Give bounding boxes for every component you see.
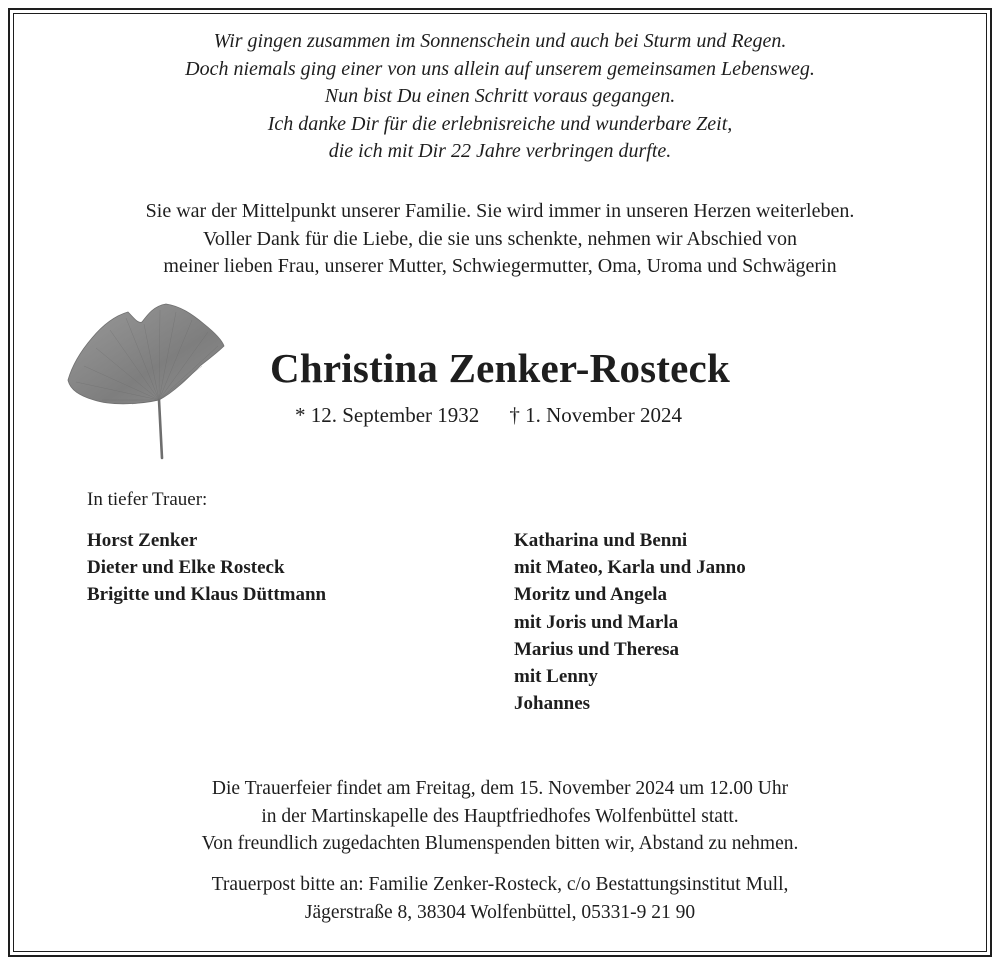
intro-text <box>0 198 1000 281</box>
poem-line: Nun bist Du einen Schritt voraus gegangen. <box>324 85 676 107</box>
mourners-right-column <box>514 527 746 717</box>
mourner-name: Marius und Theresa <box>514 638 680 660</box>
mourner-name: Johannes <box>514 693 591 715</box>
poem <box>0 28 1000 166</box>
mourner-name: mit Lenny <box>514 666 598 688</box>
funeral-line: in der Martinskapelle des Hauptfriedhofes Wolfenbüttel statt. <box>261 805 739 827</box>
poem-line: Doch niemals ging einer von uns allein auf unserem gemeinsamen Lebensweg. <box>185 57 815 80</box>
intro-line: meiner lieben Frau, unserer Mutter, Schwiegermutter, Oma, Uroma und Schwägerin <box>163 255 837 277</box>
mourners-left-column <box>87 527 326 609</box>
mourner-name: Brigitte und Klaus Düttmann <box>87 584 327 606</box>
poem-line: die ich mit Dir 22 Jahre verbringen durfte. <box>328 140 672 162</box>
mourning-label: In tiefer Trauer: <box>87 489 208 510</box>
poem-line: Ich danke Dir für die erlebnisreiche und wunderbare Zeit, <box>267 112 733 135</box>
address-line: Jägerstraße 8, 38304 Wolfenbüttel, 05331-9 21 90 <box>304 901 696 923</box>
mourner-name: Moritz und Angela <box>514 584 668 606</box>
life-dates <box>295 400 725 430</box>
funeral-info <box>0 775 1000 858</box>
mourner-name: Katharina und Benni <box>514 530 688 551</box>
address-line: Trauerpost bitte an: Familie Zenker-Rosteck, c/o Bestattungsinstitut Mull, <box>211 874 789 895</box>
intro-line: Sie war der Mittelpunkt unserer Familie. Sie wird immer in unseren Herzen weiterleben. <box>145 200 855 222</box>
mourner-name: mit Mateo, Karla und Janno <box>514 557 746 579</box>
birth-date: * 12. September 1932 <box>295 403 480 427</box>
funeral-line: Von freundlich zugedachten Blumenspenden bitten wir, Abstand zu nehmen. <box>201 833 799 854</box>
mail-address <box>0 871 1000 926</box>
intro-line: Voller Dank für die Liebe, die sie uns schenkte, nehmen wir Abschied von <box>203 227 797 250</box>
poem-line: Wir gingen zusammen im Sonnenschein und auch bei Sturm und Regen. <box>213 30 787 52</box>
mourner-name: mit Joris und Marla <box>514 611 679 633</box>
deceased-name: Christina Zenker-Rosteck <box>270 345 730 391</box>
funeral-line: Die Trauerfeier findet am Freitag, dem 15. November 2024 um 12.00 Uhr <box>211 778 789 799</box>
mourner-name: Horst Zenker <box>87 530 198 551</box>
death-date: † 1. November 2024 <box>509 403 682 427</box>
mourner-name: Dieter und Elke Rosteck <box>87 557 285 579</box>
